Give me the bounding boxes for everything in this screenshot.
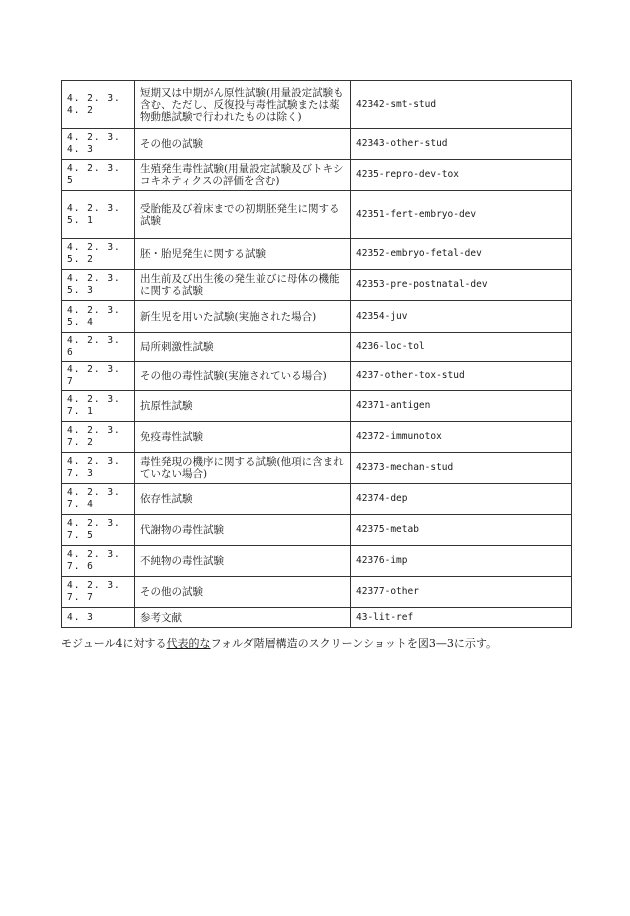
table-row (62, 515, 572, 546)
footer-sentence (61, 637, 581, 651)
section-number: 4. 2. 3. 6 (62, 333, 135, 362)
section-title: 胚・胎児発生に関する試験 (135, 239, 351, 270)
section-number: 4. 2. 3. 5. 4 (62, 301, 135, 333)
section-title: 抗原性試験 (135, 391, 351, 422)
section-title: その他の試験 (135, 129, 351, 160)
folder-name: 42377-other (351, 577, 572, 608)
table-row (62, 239, 572, 270)
table-row (62, 484, 572, 515)
section-number: 4. 2. 3. 5. 3 (62, 270, 135, 301)
table-row (62, 333, 572, 362)
folder-name: 42343-other-stud (351, 129, 572, 160)
section-title: 毒性発現の機序に関する試験(他項に含まれていない場合) (135, 453, 351, 484)
folder-name: 42372-immunotox (351, 422, 572, 453)
section-title: 受胎能及び着床までの初期胚発生に関する試験 (135, 191, 351, 239)
folder-name: 4236-loc-tol (351, 333, 572, 362)
folder-name: 42376-imp (351, 546, 572, 577)
section-title: 出生前及び出生後の発生並びに母体の機能に関する試験 (135, 270, 351, 301)
folder-name: 42374-dep (351, 484, 572, 515)
folder-name: 42353-pre-postnatal-dev (351, 270, 572, 301)
section-number: 4. 2. 3. 5. 2 (62, 239, 135, 270)
section-title: その他の毒性試験(実施されている場合) (135, 362, 351, 391)
folder-name: 42351-fert-embryo-dev (351, 191, 572, 239)
folder-name: 42373-mechan-stud (351, 453, 572, 484)
table-row (62, 608, 572, 628)
table-row (62, 301, 572, 333)
footer-text-before: モジュール4に対する (61, 637, 167, 650)
table-row (62, 422, 572, 453)
table-row (62, 362, 572, 391)
section-number: 4. 2. 3. 7. 5 (62, 515, 135, 546)
folder-name: 42375-metab (351, 515, 572, 546)
section-number: 4. 2. 3. 7. 3 (62, 453, 135, 484)
folder-name: 4235-repro-dev-tox (351, 160, 572, 191)
folder-name: 42342-smt-stud (351, 81, 572, 129)
section-title: 局所刺激性試験 (135, 333, 351, 362)
table-row (62, 129, 572, 160)
table-row (62, 577, 572, 608)
table-row (62, 546, 572, 577)
section-number: 4. 2. 3. 7. 2 (62, 422, 135, 453)
section-number: 4. 2. 3. 5. 1 (62, 191, 135, 239)
table-row (62, 453, 572, 484)
section-title: 不純物の毒性試験 (135, 546, 351, 577)
section-title: 新生児を用いた試験(実施された場合) (135, 301, 351, 333)
section-title: その他の試験 (135, 577, 351, 608)
table-row (62, 160, 572, 191)
footer-underlined-text: 代表的な (166, 637, 211, 650)
section-number: 4. 2. 3. 5 (62, 160, 135, 191)
folder-name: 43-lit-ref (351, 608, 572, 628)
section-number: 4. 2. 3. 4. 2 (62, 81, 135, 129)
table-row (62, 270, 572, 301)
section-title: 生殖発生毒性試験(用量設定試験及びトキシコキネティクスの評価を含む) (135, 160, 351, 191)
section-title: 代謝物の毒性試験 (135, 515, 351, 546)
table-row (62, 191, 572, 239)
folder-name: 42352-embryo-fetal-dev (351, 239, 572, 270)
section-title: 短期又は中期がん原性試験(用量設定試験も含む、ただし、反復投与毒性試験または薬物動態試験で行われたものは除く) (135, 81, 351, 129)
folder-structure-table (61, 80, 572, 628)
folder-name: 4237-other-tox-stud (351, 362, 572, 391)
section-number: 4. 2. 3. 7 (62, 362, 135, 391)
section-title: 依存性試験 (135, 484, 351, 515)
section-number: 4. 2. 3. 7. 6 (62, 546, 135, 577)
table-row (62, 391, 572, 422)
folder-name: 42371-antigen (351, 391, 572, 422)
section-number: 4. 3 (62, 608, 135, 628)
section-title: 免疫毒性試験 (135, 422, 351, 453)
folder-name: 42354-juv (351, 301, 572, 333)
footer-text-after: フォルダ階層構造のスクリーンショットを図3—3に示す。 (210, 637, 497, 650)
section-number: 4. 2. 3. 7. 4 (62, 484, 135, 515)
section-title: 参考文献 (135, 608, 351, 628)
section-number: 4. 2. 3. 4. 3 (62, 129, 135, 160)
section-number: 4. 2. 3. 7. 7 (62, 577, 135, 608)
table-row (62, 81, 572, 129)
section-number: 4. 2. 3. 7. 1 (62, 391, 135, 422)
